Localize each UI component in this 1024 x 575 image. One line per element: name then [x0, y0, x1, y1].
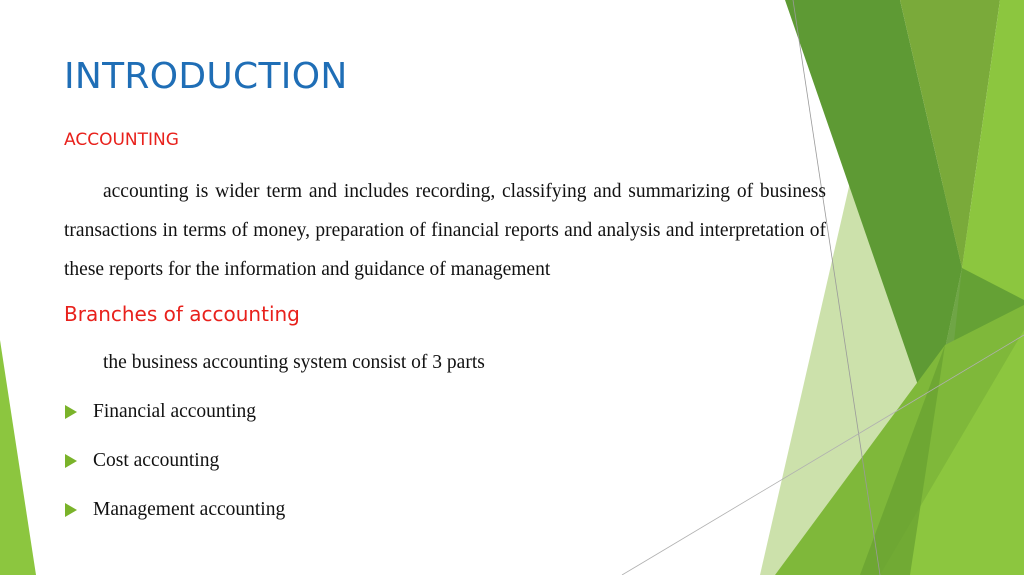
- bullet-item: [64, 401, 256, 423]
- section-heading-accounting: ACCOUNTING: [64, 130, 179, 150]
- branches-intro-text: the business accounting system consist of 3 parts: [103, 352, 485, 373]
- bullet-label: Cost accounting: [93, 450, 220, 471]
- bullet-label: Management accounting: [93, 499, 286, 520]
- bullet-item: [64, 499, 285, 521]
- bullet-item: [64, 450, 219, 472]
- slide-title: INTRODUCTION: [64, 56, 348, 97]
- green-triangle-bullet-icon: [64, 453, 78, 469]
- accounting-definition-paragraph: accounting is wider term and includes recording, classifying and summarizing of business transactions in terms of money, preparation of financial reports and analysis and interpretation of these reports for the information and guidance of management: [64, 181, 826, 280]
- section-heading-branches: Branches of accounting: [64, 302, 300, 326]
- bullet-label: Financial accounting: [93, 401, 256, 422]
- green-triangle-bullet-icon: [64, 502, 78, 518]
- left-green-sliver: [0, 340, 36, 575]
- green-triangle-bullet-icon: [64, 404, 78, 420]
